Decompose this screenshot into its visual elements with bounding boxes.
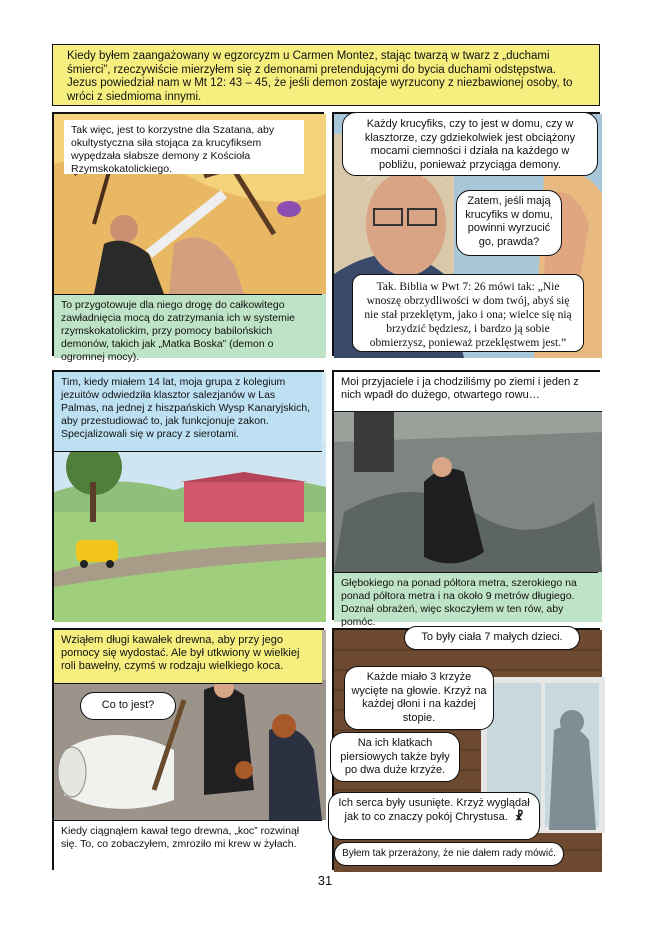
speech-bubble-what-is-this: Co to jest? [80,692,176,720]
panel-crucifix-attack [52,112,324,363]
speech-bubble-seven-children: To były ciała 7 małych dzieci. [404,626,580,650]
panel1-caption-top: Tak więc, jest to korzystne dla Szatana, aby okultystyczna siła stojąca za krucyfiksem wypędzała słabsze demony z Kościoła Rzymskokatolickiego. [64,120,304,174]
panel-children-bodies [332,628,600,870]
top-caption: Kiedy byłem zaangażowany w egzorcyzm u Carmen Montez, stając twarzą w twarz z „duchami śmierci”, rzeczywiście mierzyłem się z demonami pretendującymi do bycia duchami odstępstwa. Jezus powiedział nam w Mt 12: 43 – 45, że jeśli demon zostaje wyrzucony z niezbawionej osoby, to wróci z siedmioma innymi. [52,44,600,106]
panel5-caption-top: Wziąłem długi kawałek drewna, aby przy jego pomocy się wydostać. Ale był utkwiony w wielkiej roli bawełny, czymś w rodzaju wielkiego koca. [54,630,322,684]
panel5-caption-bottom: Kiedy ciągnąłem kawał tego drewna, „koc” rozwinął się. To, co zobaczyłem, zmroziło mi krew w żyłach. [54,820,322,868]
chi-rho-symbol: ☧ [514,810,524,823]
speech-bubble-chest-crosses: Na ich klatkach piersiowych także były po dwa duże krzyże. [330,732,460,782]
panel3-caption: Tim, kiedy miałem 14 lat, moja grupa z kolegium jezuitów odwiedziła klasztor salezjanów w Las Palmas, na jednej z hiszpańskich Wysp Kanaryjskich, aby przestudiować to, jak funkcjonuje zakon. Specjalizowali się w pracy z sierotami. [54,372,322,452]
speech-bubble-hearts-removed [328,792,540,840]
speech-bubble-crucifix-everywhere: Każdy krucyfiks, czy to jest w domu, czy w klasztorze, czy gdziekolwiek jest obciążony mocami ciemności i działa na każdego w pobliżu, ponieważ przyciąga demony. [342,112,598,176]
speech-bubble-deuteronomy-quote: Tak. Biblia w Pwt 7: 26 mówi tak: „Nie wnoszę obrzydliwości w dom twój, abyś się nie stał przeklętym, jako i ona; wielce się nią brzydzić będziesz, i bardzo ją sobie obmierzysz, ponieważ przeklęstwem jest.” [352,274,584,352]
panel4-caption-bottom: Głębokiego na ponad półtora metra, szerokiego na ponad półtora metra i na około 9 metrów długiego. Doznał obrażeń, więc skoczyłem w ten rów, aby pomóc. [334,572,598,618]
panel-ditch [332,370,600,628]
panel-cotton-roll [52,628,324,870]
speech-bubble-three-crosses: Każde miało 3 krzyże wycięte na głowie. Krzyż na każdej dłoni i na każdej stopie. [344,666,494,730]
panel-monastery [52,370,324,620]
page-number: 31 [317,873,333,888]
speech-bubble-throw-away-question: Zatem, jeśli mają krucyfiks w domu, powinni wyrzucić go, prawda? [456,190,562,256]
panel1-caption-bottom: To przygotowuje dla niego drogę do całkowitego zawładnięcia mocą do zatrzymania ich w systemie rzymskokatolickim, przy pomocy babilońskich demonów, takich jak „Matka Boska” (demon o ogromnej mocy). [54,294,322,354]
speech-bubble-too-frightened: Byłem tak przerażony, że nie dałem rady mówić. [334,842,564,866]
panel4-caption-top: Moi przyjaciele i ja chodziliśmy po ziemi i jeden z nich wpadł do dużego, otwartego rowu… [334,372,602,412]
panel-crucifix-dialogue [332,112,600,356]
hearts-removed-text: Ich serca były usunięte. Krzyż wyglądał jak to co znaczy pokój Chrystusa. [338,797,530,823]
